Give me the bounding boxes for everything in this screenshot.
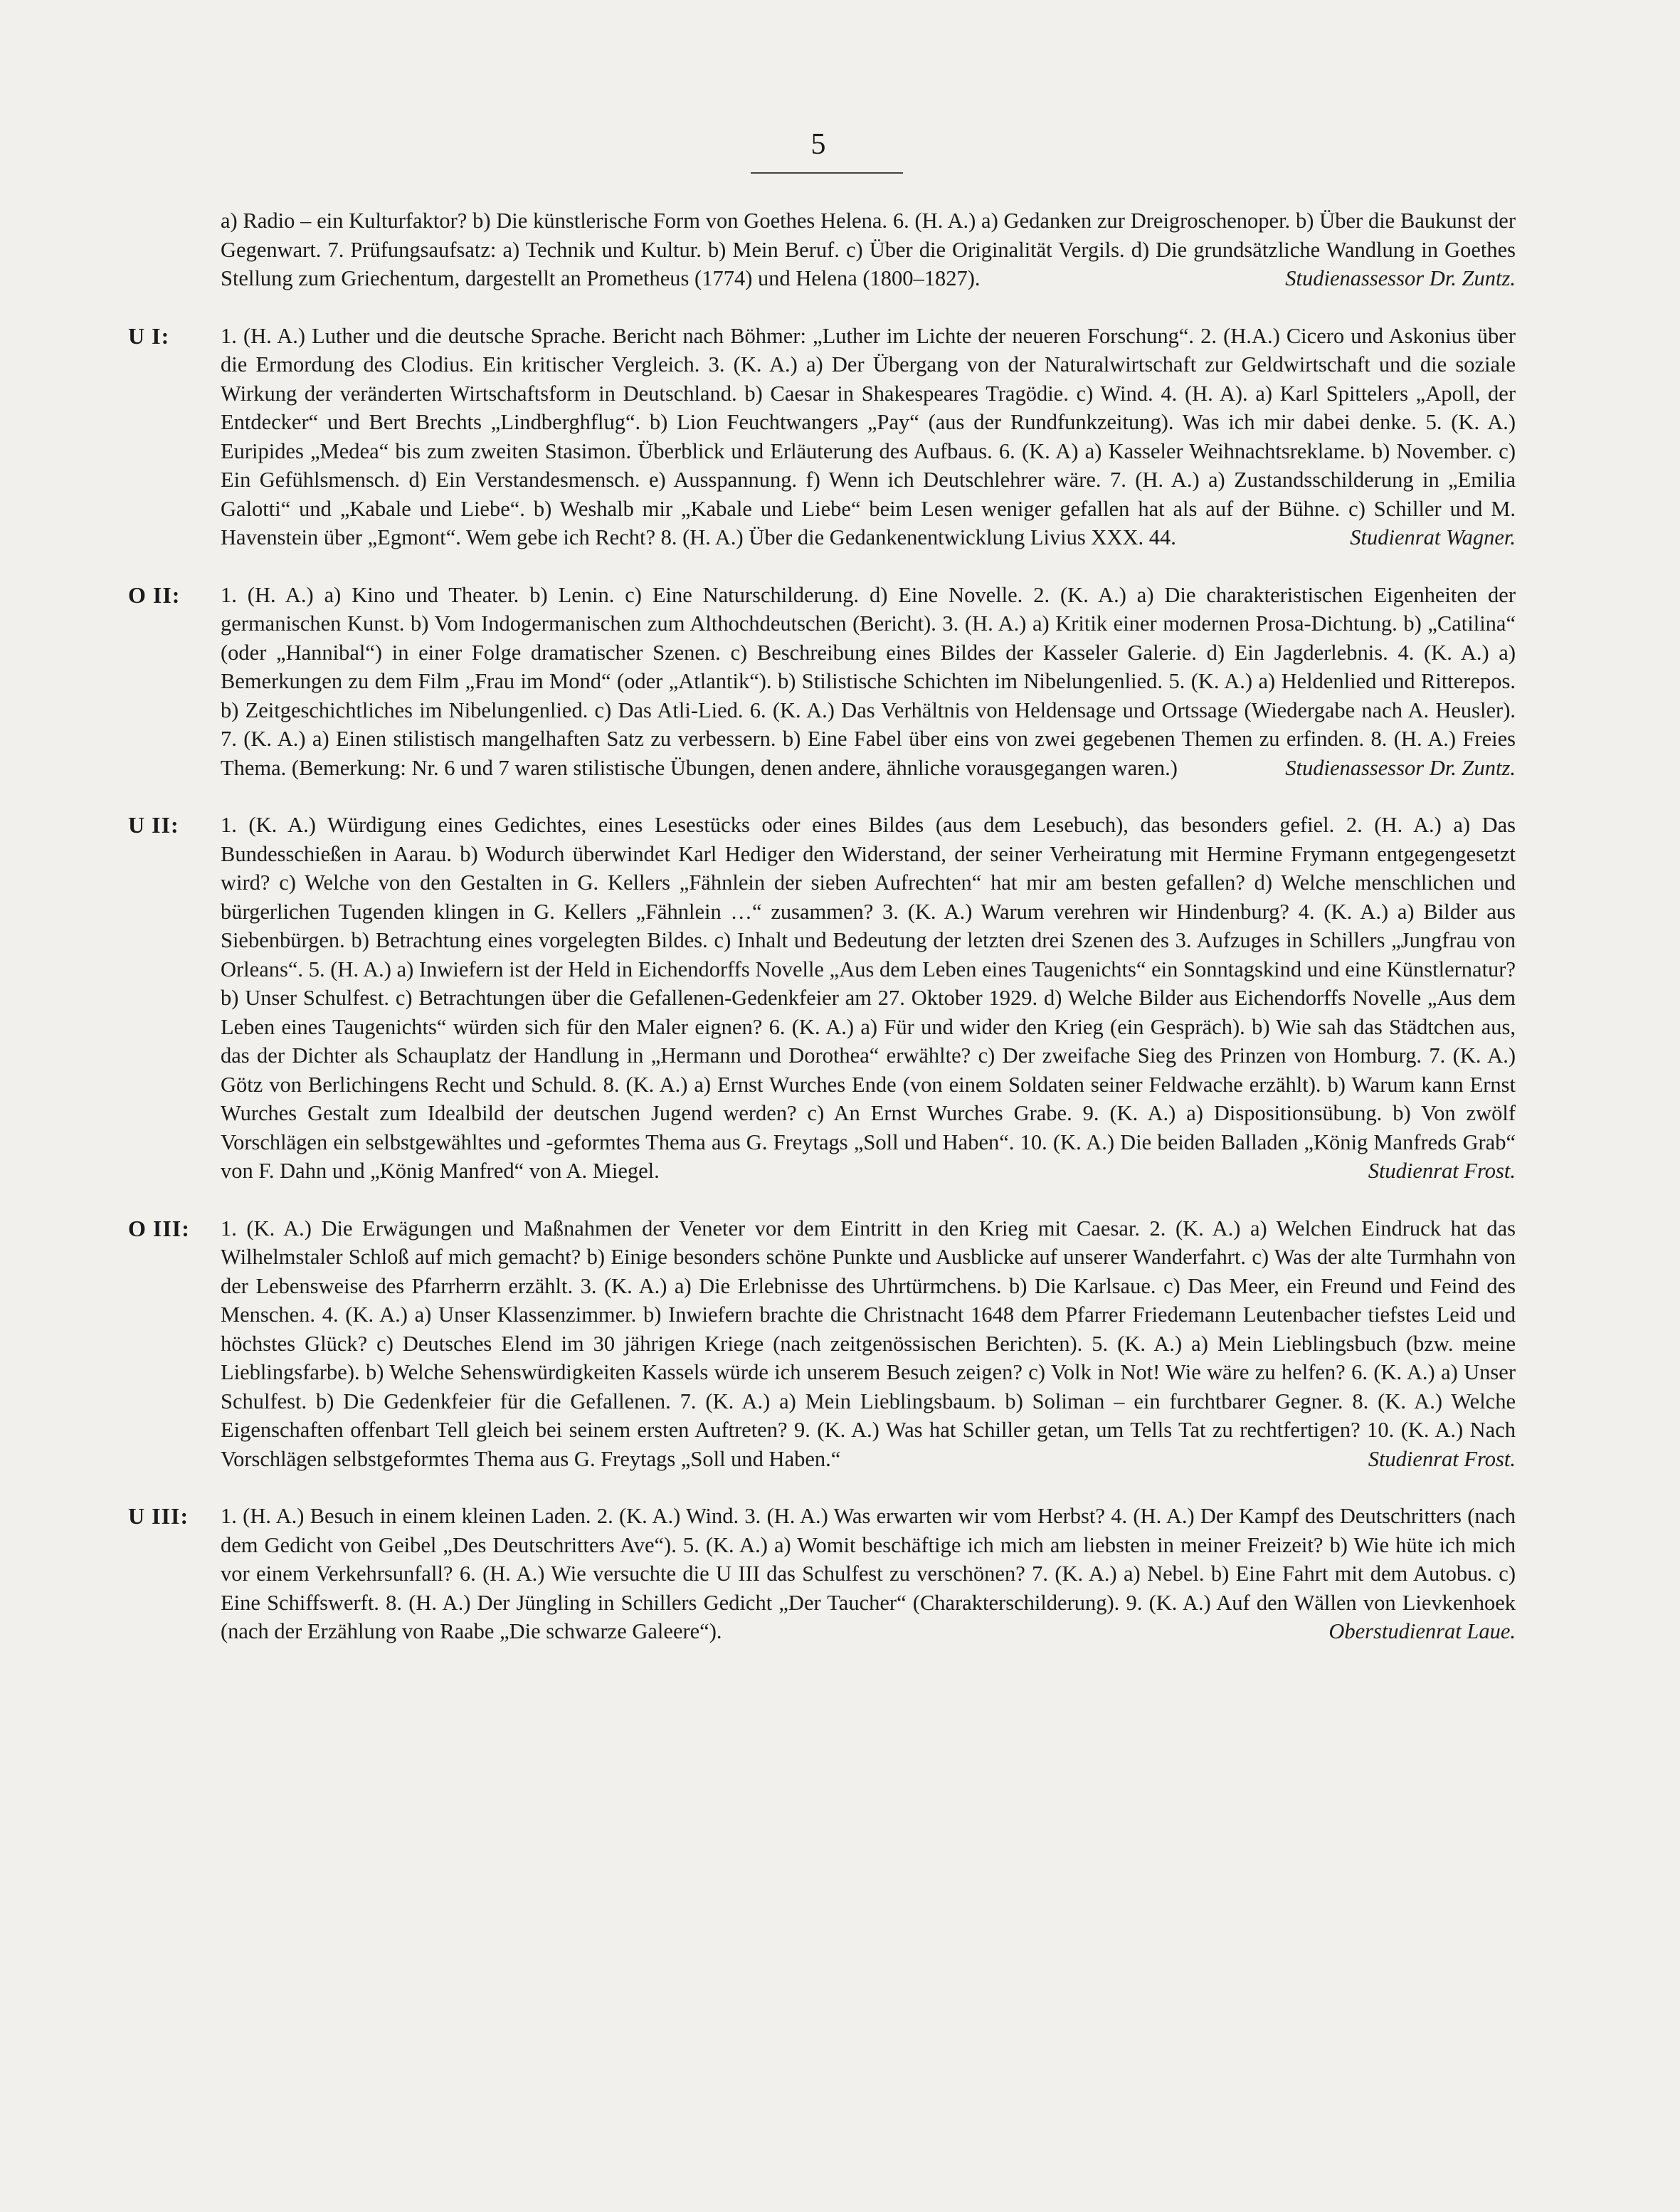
document-body [128,206,1516,1646]
section-text: 1. (K. A.) Die Erwägungen und Maßnahmen der Veneter vor dem Eintritt in den Krieg mit Caesar. 2. (K. A.) a) Welchen Eindruck hat das Wilhelmstaler Schloß auf mich gemacht? b) Einige besonders schöne Punkte und Ausblicke auf unserer Wanderfahrt. c) Was der alte Turmhahn von der Lebensweise des Pfarrherrn erzählt. 3. (K. A.) a) Die Erlebnisse des Uhrtürmchens. b) Die Karlsaue. c) Das Meer, ein Freund und Feind des Menschen. 4. (K. A.) a) Unser Klassenzimmer. b) Inwiefern brachte die Christnacht 1648 dem Pfarrer Friedemann Leutenbacher tiefstes Leid und höchstes Glück? c) Deutsches Elend im 30 jährigen Kriege (nach zeitgenössischen Berichten). 5. (K. A.) a) Mein Lieblingsbuch (bzw. meine Lieblingsfarbe). b) Welche Sehenswürdigkeiten Kassels würde ich unserem Besuch zeigen? c) Volk in Not! Wie wäre zu helfen? 6. (K. A.) a) Unser Schulfest. b) Die Gedenkfeier für die Gefallenen. 7. (K. A.) a) Mein Lieblingsbaum. b) Soliman – ein furchtbarer Gegner. 8. (K. A.) Welche Eigenschaften offenbart Tell gleich bei seinem ersten Auftreten? 9. (K. A.) Was hat Schiller getan, um Tells Tat zu rechtfertigen? 10. (K. A.) Nach Vorschlägen selbstgeformtes Thema aus G. Freytags „Soll und Haben.“ [221,1216,1516,1471]
section-text: 1. (H. A.) Luther und die deutsche Sprache. Bericht nach Böhmer: „Luther im Lichte der neueren Forschung“. 2. (H.A.) Cicero und Askonius über die Ermordung des Clodius. Ein kritischer Vergleich. 3. (K. A.) a) Der Übergang von der Naturalwirtschaft zur Geldwirtschaft und die soziale Wirkung der veränderten Wirtschaftsform in Deutschland. b) Caesar in Shakespeares Tragödie. c) Wind. 4. (H. A). a) Karl Spittelers „Apoll, der Entdecker“ und Bert Brechts „Lindberghflug“. b) Lion Feuchtwangers „Pay“ (aus der Rundfunkzeitung). Was ich mir dabei denke. 5. (K. A.) Euripides „Medea“ bis zum zweiten Stasimon. Überblick und Erläuterung des Aufbaus. 6. (K. A) a) Kasseler Weihnachtsreklame. b) November. c) Ein Gefühlsmensch. d) Ein Verstandesmensch. e) Ausspannung. f) Wenn ich Deutschlehrer wäre. 7. (H. A.) a) Zustandsschilderung in „Emilia Galotti“ und „Kabale und Liebe“. b) Weshalb mir „Kabale und Liebe“ beim Lesen weniger gefallen hat als auf der Bühne. c) Schiller und M. Havenstein über „Egmont“. Wem gebe ich Recht? 8. (H. A.) Über die Gedankenentwicklung Livius XXX. 44. [221,323,1516,549]
teacher-signature: Studienrat Frost. [1368,1446,1516,1471]
section-label: O II: [128,581,181,608]
section-label: U I: [128,322,170,349]
section-u-ii [128,811,1516,1186]
teacher-signature: Studienassessor Dr. Zuntz. [1285,266,1516,290]
section-label: U II: [128,812,179,838]
section-u-i [128,322,1516,552]
section-u-iii [128,1502,1516,1646]
section-text: 1. (K. A.) Würdigung eines Gedichtes, eines Lesestücks oder eines Bildes (aus dem Lesebuch), das besonders gefiel. 2. (H. A.) a) Das Bundesschießen in Aarau. b) Wodurch überwindet Karl Hediger den Widerstand, der seiner Verheiratung mit Hermine Frymann entgegengesetzt wird? c) Welche von den Gestalten in G. Kellers „Fähnlein der sieben Aufrechten“ hat mir am besten gefallen? d) Welche menschlichen und bürgerlichen Tugenden klingen in G. Kellers „Fähnlein …“ zusammen? 3. (K. A.) Warum verehren wir Hindenburg? 4. (K. A.) a) Bilder aus Siebenbürgen. b) Betrachtung eines vorgelegten Bildes. c) Inhalt und Bedeutung der letzten drei Szenen des 3. Aufzuges in Schillers „Jungfrau von Orleans“. 5. (H. A.) a) Inwiefern ist der Held in Eichendorffs Novelle „Aus dem Leben eines Taugenichts“ ein Sonntagskind und eine Künstlernatur? b) Unser Schulfest. c) Betrachtungen über die Gefallenen-Gedenkfeier am 27. Oktober 1929. d) Welche Bilder aus Eichendorffs Novelle „Aus dem Leben eines Taugenichts“ würden sich für den Maler eignen? 6. (K. A.) a) Für und wider den Krieg (ein Gespräch). b) Wie sah das Städtchen aus, das der Dichter als Schauplatz der Handlung in „Hermann und Dorothea“ erwählte? c) Der zweifache Sieg des Prinzen von Homburg. 7. (K. A.) Götz von Berlichingens Recht und Schuld. 8. (K. A.) a) Ernst Wurches Ende (von einem Soldaten seiner Feldwache erzählt). b) Warum kann Ernst Wurches Gestalt zum Idealbild der deutschen Jugend werden? c) An Ernst Wurches Grabe. 9. (K. A.) a) Dispositionsübung. b) Von zwölf Vorschlägen ein selbstgewähltes und -geformtes Thema aus G. Freytags „Soll und Haben“. 10. (K. A.) Die beiden Balladen „König Manfreds Grab“ von F. Dahn und „König Manfred“ von A. Miegel. [221,813,1516,1183]
section-label: U III: [128,1503,189,1529]
section-o-iii [128,1214,1516,1474]
page-number-rule [751,172,903,174]
page-number: 5 [810,128,826,161]
teacher-signature: Studienassessor Dr. Zuntz. [1285,755,1516,780]
section-text: 1. (H. A.) Besuch in einem kleinen Laden. 2. (K. A.) Wind. 3. (H. A.) Was erwarten wir vom Herbst? 4. (H. A.) Der Kampf des Deutschritters (nach dem Gedicht von Geibel „Des Deutschritters Ave“). 5. (K. A.) a) Womit beschäftige ich mich am liebsten in meiner Freizeit? b) Wie hüte ich mich vor einem Verkehrsunfall? 6. (H. A.) Wie versuchte die U III das Schulfest zu verschönen? 7. (K. A.) a) Nebel. b) Eine Fahrt mit dem Autobus. c) Eine Schiffswerft. 8. (H. A.) Der Jüngling in Schillers Gedicht „Der Taucher“ (Charakterschilderung). 9. (K. A.) Auf den Wällen von Lievkenhoek (nach der Erzählung von Raabe „Die schwarze Galeere“). [221,1504,1516,1643]
section-text: 1. (H. A.) a) Kino und Theater. b) Lenin. c) Eine Naturschilderung. d) Eine Novelle. 2. (K. A.) a) Die charakteristischen Eigenheiten der germanischen Kunst. b) Vom Indogermanischen zum Althochdeutschen (Bericht). 3. (H. A.) a) Kritik einer modernen Prosa-Dichtung. b) „Catilina“ (oder „Hannibal“) in einer Folge dramatischer Szenen. c) Beschreibung eines Bildes der Kasseler Galerie. d) Ein Jagderlebnis. 4. (K. A.) a) Bemerkungen zu dem Film „Frau im Mond“ (oder „Atlantik“). b) Stilistische Schichten im Nibelungenlied. 5. (K. A.) a) Heldenlied und Ritterepos. b) Zeitgeschichtliches im Nibelungenlied. c) Das Atli-Lied. 6. (K. A.) Das Verhältnis von Heldensage und Ortssage (Wiedergabe nach A. Heusler). 7. (K. A.) a) Einen stilistisch mangelhaften Satz zu verbessern. b) Eine Fabel über eins von zwei gegebenen Themen zu erfinden. 8. (H. A.) Freies Thema. (Bemerkung: Nr. 6 und 7 waren stilistische Übungen, denen andere, ähnliche vorausgegangen waren.) [221,582,1516,780]
teacher-signature: Oberstudienrat Laue. [1328,1619,1516,1643]
section-continuation [128,206,1516,293]
section-label: O III: [128,1215,190,1241]
section-o-ii [128,581,1516,783]
section-text: a) Radio – ein Kulturfaktor? b) Die künstlerische Form von Goethes Helena. 6. (H. A.) a) Gedanken zur Dreigroschenoper. b) Über die Baukunst der Gegenwart. 7. Prüfungsaufsatz: a) Technik und Kultur. b) Mein Beruf. c) Über die Originalität Vergils. d) Die grundsätzliche Wandlung in Goethes Stellung zum Griechentum, dargestellt an Prometheus (1774) und Helena (1800–1827). [221,209,1516,290]
teacher-signature: Studienrat Wagner. [1350,525,1516,549]
teacher-signature: Studienrat Frost. [1368,1159,1516,1183]
